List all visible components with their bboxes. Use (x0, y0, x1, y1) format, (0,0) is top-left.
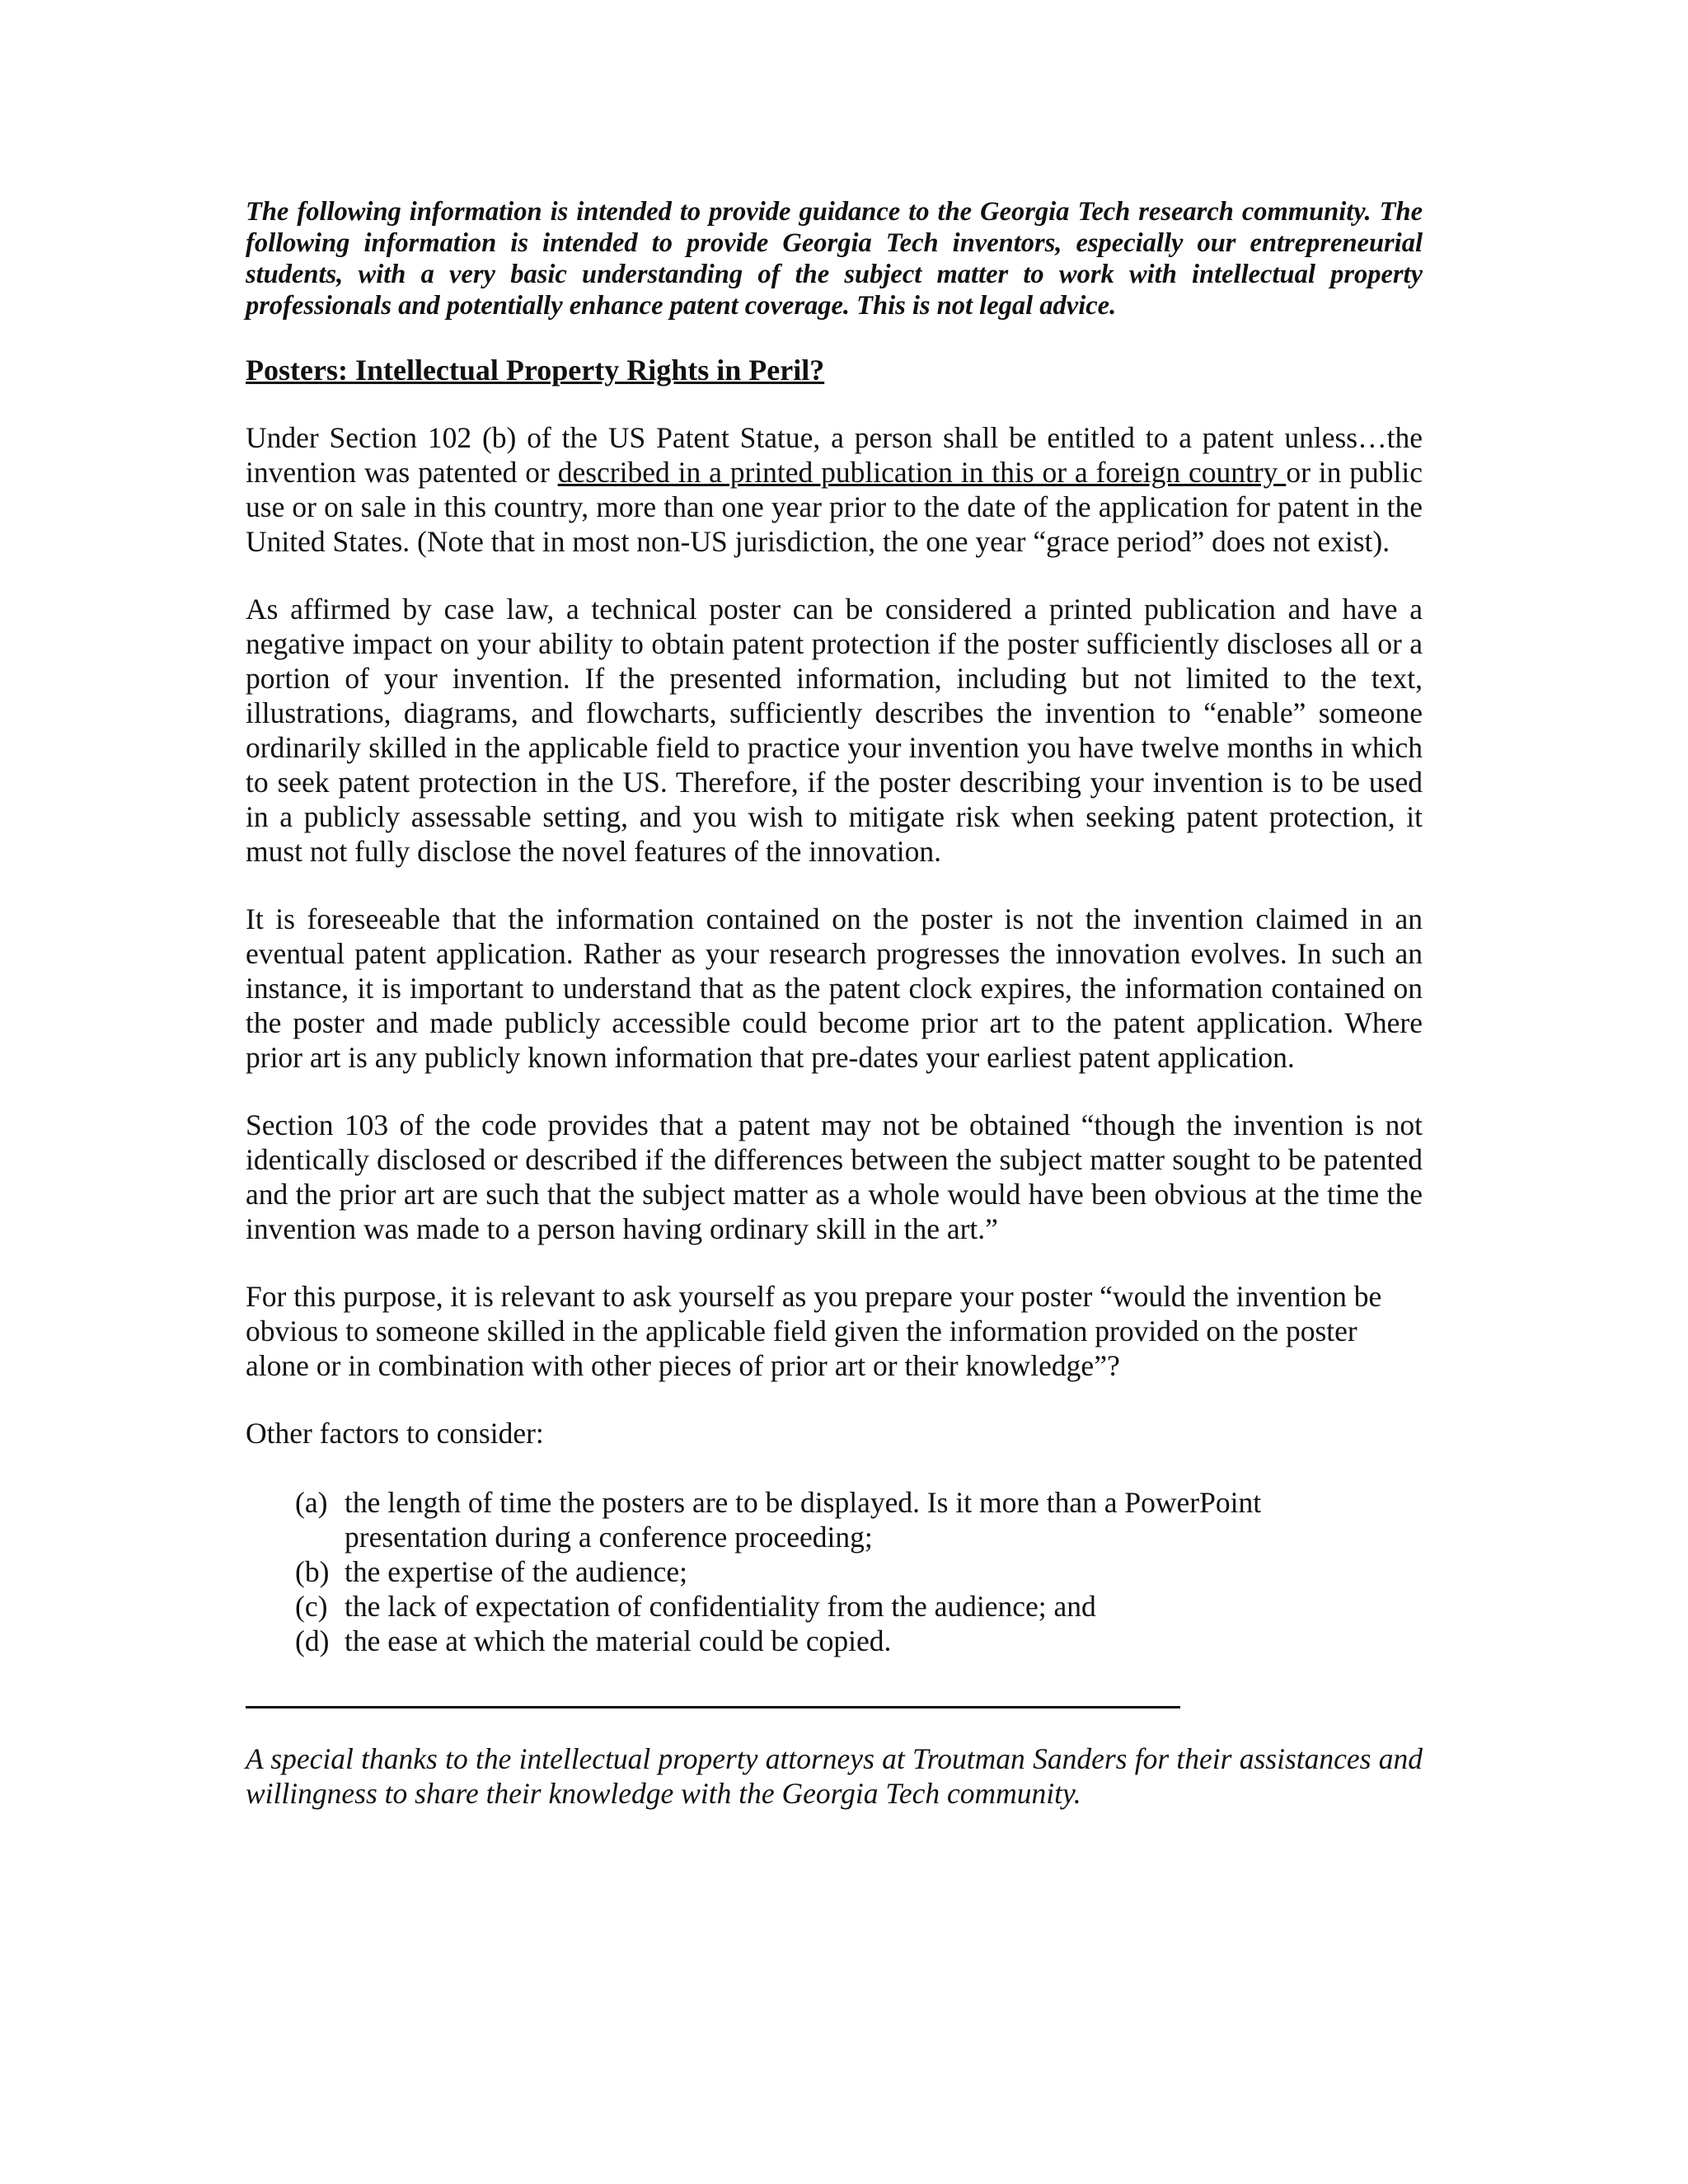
section-103-paragraph: Section 103 of the code provides that a patent may not be obtained “though the invention is not identically disclosed or described if the differences between the subject matter sought to be patented and the prior art are such that the subject matter as a whole would have been obvious at the time the invention was made to a person having ordinary skill in the art.” (246, 1108, 1423, 1245)
list-item-marker: (b) (295, 1555, 330, 1588)
footnote-divider (246, 1706, 1180, 1708)
list-item-marker: (c) (295, 1590, 328, 1623)
section-102-text-before: Under Section 102 (b) of the US Patent Statue, a person shall be entitled to a patent unless…the invention was patented or (246, 421, 1423, 489)
section-102-text-after: or in public use or on sale in this country, more than one year prior to the date of the application for patent in the United States. (Note that in most non-US jurisdiction, the one year “grace period” does not exist). (246, 456, 1423, 558)
section-102-paragraph (246, 420, 1423, 559)
factors-intro: Other factors to consider: (246, 1417, 544, 1450)
purpose-paragraph: For this purpose, it is relevant to ask yourself as you prepare your poster “would the invention be obvious to someone skilled in the applicable field given the information provided on the poster alone or in combination with other pieces of prior art or their knowledge”? (246, 1280, 1382, 1382)
list-item (295, 1624, 1423, 1658)
factors-list (246, 1485, 1423, 1658)
document-page (246, 196, 1423, 1811)
list-item-marker: (d) (295, 1624, 330, 1657)
case-law-paragraph: As affirmed by case law, a technical poster can be considered a printed publication and have a negative impact on your ability to obtain patent protection if the poster sufficiently discloses all or a portion of your invention. If the presented information, including but not limited to the text, illustrations, diagrams, and flowcharts, sufficiently describes the invention to “enable” someone ordinarily skilled in the applicable field to practice your invention you have twelve months in which to seek patent protection in the US. Therefore, if the poster describing your invention is to be used in a publicly assessable setting, and you wish to mitigate risk when seeking patent protection, it must not fully disclose the novel features of the innovation. (246, 593, 1423, 868)
section-102-underlined-text: described in a printed publication in this or a foreign country (557, 456, 1287, 489)
section-heading: Posters: Intellectual Property Rights in Peril? (246, 354, 825, 387)
list-item (295, 1485, 1423, 1554)
list-item-text: the ease at which the material could be copied. (345, 1624, 892, 1657)
list-item (295, 1589, 1423, 1624)
list-item-text: the length of time the posters are to be displayed. Is it more than a PowerPoint presentation during a conference proceeding; (345, 1486, 1262, 1554)
list-item-text: the expertise of the audience; (345, 1555, 687, 1588)
acknowledgement: A special thanks to the intellectual property attorneys at Troutman Sanders for their assistances and willingness to share their knowledge with the Georgia Tech community. (246, 1742, 1423, 1810)
list-item-marker: (a) (295, 1486, 328, 1519)
foreseeable-paragraph: It is foreseeable that the information contained on the poster is not the invention claimed in an eventual patent application. Rather as your research progresses the innovation evolves. In such an instance, it is important to understand that as the patent clock expires, the information contained on the poster and made publicly accessible could become prior art to the patent application. Where prior art is any publicly known information that pre-dates your earliest patent application. (246, 902, 1423, 1074)
list-item (295, 1554, 1423, 1589)
disclaimer: The following information is intended to provide guidance to the Georgia Tech research community. The following information is intended to provide Georgia Tech inventors, especially our entrepreneurial students, with a very basic understanding of the subject matter to work with intellectual property professionals and potentially enhance patent coverage. This is not legal advice. (246, 197, 1423, 321)
list-item-text: the lack of expectation of confidentiality from the audience; and (345, 1590, 1096, 1623)
